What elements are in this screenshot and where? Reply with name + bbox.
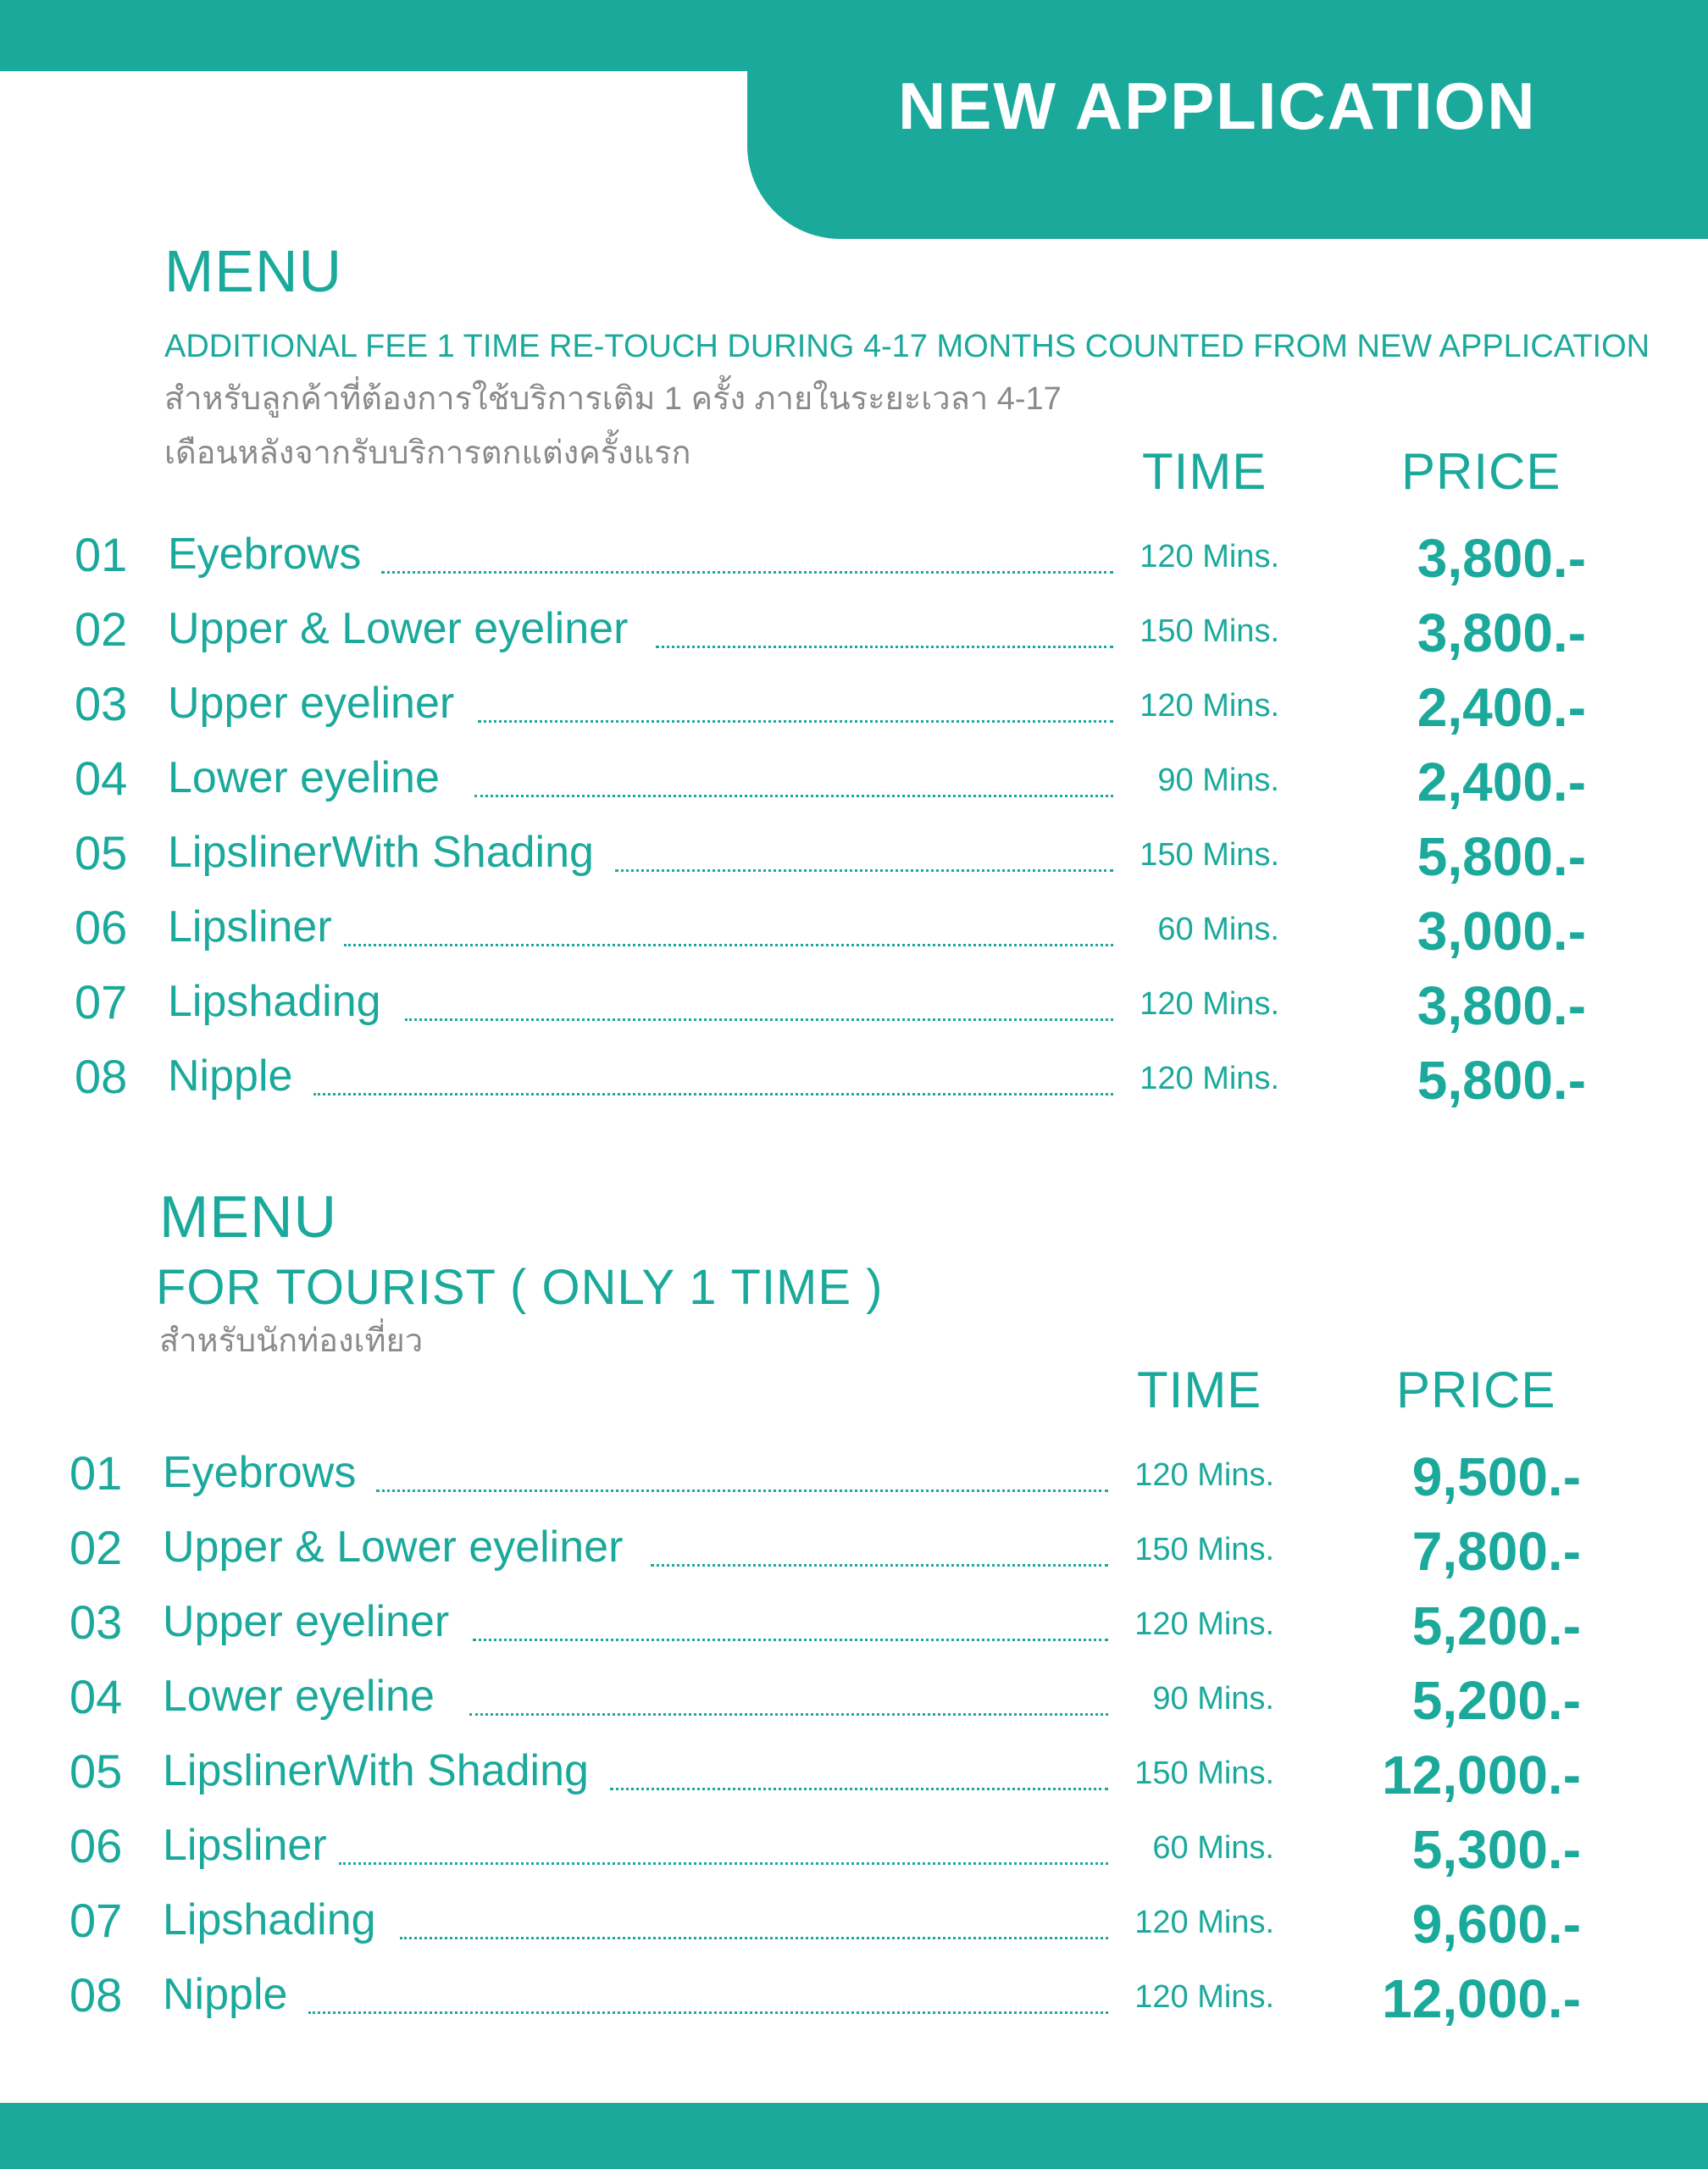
item-time: 120 Mins. bbox=[1140, 539, 1279, 574]
item-name: Lower eyeline bbox=[168, 753, 440, 802]
item-time: 150 Mins. bbox=[1140, 837, 1279, 873]
item-name: Eyebrows bbox=[168, 530, 362, 579]
item-name: Lipshading bbox=[168, 977, 381, 1026]
price-column-header: PRICE bbox=[1401, 443, 1561, 500]
item-price: 5,800.- bbox=[1417, 826, 1586, 887]
menu-subtitle: FOR TOURIST ( ONLY 1 TIME ) bbox=[156, 1260, 884, 1315]
dotted-leader bbox=[344, 944, 1113, 946]
item-number: 05 bbox=[69, 1745, 123, 1798]
item-name: Upper eyeliner bbox=[168, 679, 455, 728]
item-price: 3,000.- bbox=[1417, 901, 1586, 962]
item-number: 02 bbox=[69, 1521, 123, 1574]
dotted-leader bbox=[405, 1018, 1113, 1021]
menu-item-row bbox=[0, 676, 1708, 751]
menu-item-row bbox=[0, 1520, 1703, 1595]
dotted-leader bbox=[400, 1937, 1108, 1939]
item-name: LipslinerWith Shading bbox=[163, 1746, 589, 1795]
item-number: 01 bbox=[69, 1446, 123, 1500]
item-name: Upper & Lower eyeliner bbox=[163, 1523, 624, 1572]
menu-subtitle: ADDITIONAL FEE 1 TIME RE-TOUCH DURING 4-17 MONTHS COUNTED FROM NEW APPLICATION bbox=[164, 329, 1650, 364]
item-time: 90 Mins. bbox=[1157, 763, 1279, 798]
item-price: 3,800.- bbox=[1417, 528, 1586, 589]
menu-item-row bbox=[0, 602, 1708, 676]
menu-item-row bbox=[0, 825, 1708, 900]
item-name: Lipsliner bbox=[163, 1821, 327, 1870]
menu-item-row bbox=[0, 527, 1708, 602]
item-name: LipslinerWith Shading bbox=[168, 828, 594, 877]
item-price: 2,400.- bbox=[1417, 752, 1586, 813]
item-price: 5,200.- bbox=[1411, 1595, 1581, 1656]
dotted-leader bbox=[478, 720, 1113, 723]
menu-item-row bbox=[0, 1595, 1703, 1669]
item-time: 90 Mins. bbox=[1152, 1681, 1274, 1717]
item-price: 3,800.- bbox=[1417, 975, 1586, 1036]
dotted-leader bbox=[308, 2011, 1108, 2014]
menu-item-row bbox=[0, 900, 1708, 974]
item-time: 120 Mins. bbox=[1134, 1606, 1274, 1642]
item-number: 06 bbox=[75, 901, 128, 954]
item-price: 5,200.- bbox=[1411, 1670, 1581, 1731]
item-name: Nipple bbox=[168, 1051, 293, 1101]
menu-item-row bbox=[0, 1967, 1703, 2042]
item-number: 01 bbox=[75, 528, 128, 581]
menu-item-row bbox=[0, 751, 1708, 825]
item-time: 120 Mins. bbox=[1134, 1457, 1274, 1493]
item-price: 7,800.- bbox=[1411, 1521, 1581, 1582]
price-column-header: PRICE bbox=[1396, 1362, 1556, 1418]
menu-subtitle-thai: สำหรับลูกค้าที่ต้องการใช้บริการเติม 1 ครั้ง ภายในระยะเวลา 4-17 bbox=[164, 381, 1062, 417]
dotted-leader bbox=[339, 1862, 1108, 1865]
footer-bar bbox=[0, 2103, 1708, 2169]
page-title: NEW APPLICATION bbox=[898, 69, 1537, 143]
time-column-header: TIME bbox=[1142, 443, 1267, 500]
item-name: Upper eyeliner bbox=[163, 1597, 450, 1646]
item-price: 9,500.- bbox=[1411, 1446, 1581, 1507]
menu-item-row bbox=[0, 974, 1708, 1049]
item-number: 02 bbox=[75, 602, 128, 656]
item-price: 5,300.- bbox=[1411, 1819, 1581, 1880]
dotted-leader bbox=[469, 1713, 1108, 1716]
item-name: Lipshading bbox=[163, 1895, 376, 1944]
item-time: 60 Mins. bbox=[1152, 1830, 1274, 1866]
item-name: Nipple bbox=[163, 1970, 288, 2019]
menu-subtitle-thai: เดือนหลังจากรับบริการตกแต่งครั้งแรก bbox=[164, 435, 691, 471]
item-name: Eyebrows bbox=[163, 1448, 357, 1497]
time-column-header: TIME bbox=[1137, 1362, 1262, 1418]
dotted-leader bbox=[381, 571, 1113, 574]
menu-item-row bbox=[0, 1049, 1708, 1123]
item-number: 07 bbox=[69, 1894, 123, 1947]
item-time: 150 Mins. bbox=[1134, 1756, 1274, 1791]
menu-title: MENU bbox=[164, 238, 343, 304]
menu-item-row bbox=[0, 1893, 1703, 1967]
item-price: 12,000.- bbox=[1382, 1745, 1581, 1806]
item-name: Lower eyeline bbox=[163, 1672, 435, 1721]
item-number: 08 bbox=[75, 1050, 128, 1103]
dotted-leader bbox=[313, 1093, 1113, 1096]
item-time: 60 Mins. bbox=[1157, 912, 1279, 947]
item-time: 150 Mins. bbox=[1134, 1532, 1274, 1567]
item-time: 120 Mins. bbox=[1140, 1061, 1279, 1096]
item-name: Lipsliner bbox=[168, 902, 332, 951]
item-number: 05 bbox=[75, 826, 128, 879]
item-time: 150 Mins. bbox=[1140, 613, 1279, 649]
item-time: 120 Mins. bbox=[1140, 986, 1279, 1022]
item-time: 120 Mins. bbox=[1140, 688, 1279, 724]
dotted-leader bbox=[376, 1489, 1108, 1492]
item-price: 3,800.- bbox=[1417, 602, 1586, 663]
item-number: 06 bbox=[69, 1819, 123, 1872]
item-number: 04 bbox=[75, 752, 128, 805]
menu-subtitle-thai: สำหรับนักท่องเที่ยว bbox=[159, 1323, 424, 1359]
menu-item-row bbox=[0, 1744, 1703, 1818]
item-number: 04 bbox=[69, 1670, 123, 1723]
item-price: 2,400.- bbox=[1417, 677, 1586, 738]
item-number: 03 bbox=[69, 1595, 123, 1649]
item-price: 12,000.- bbox=[1382, 1968, 1581, 2029]
item-price: 9,600.- bbox=[1411, 1894, 1581, 1955]
menu-item-row bbox=[0, 1445, 1703, 1520]
menu-title: MENU bbox=[159, 1184, 338, 1250]
item-price: 5,800.- bbox=[1417, 1050, 1586, 1111]
item-time: 120 Mins. bbox=[1134, 1979, 1274, 2015]
item-number: 03 bbox=[75, 677, 128, 730]
dotted-leader bbox=[474, 795, 1113, 797]
menu-item-row bbox=[0, 1818, 1703, 1893]
dotted-leader bbox=[473, 1639, 1108, 1641]
item-number: 07 bbox=[75, 975, 128, 1029]
item-name: Upper & Lower eyeliner bbox=[168, 604, 629, 653]
item-time: 120 Mins. bbox=[1134, 1905, 1274, 1940]
menu-item-row bbox=[0, 1669, 1703, 1744]
item-number: 08 bbox=[69, 1968, 123, 2022]
